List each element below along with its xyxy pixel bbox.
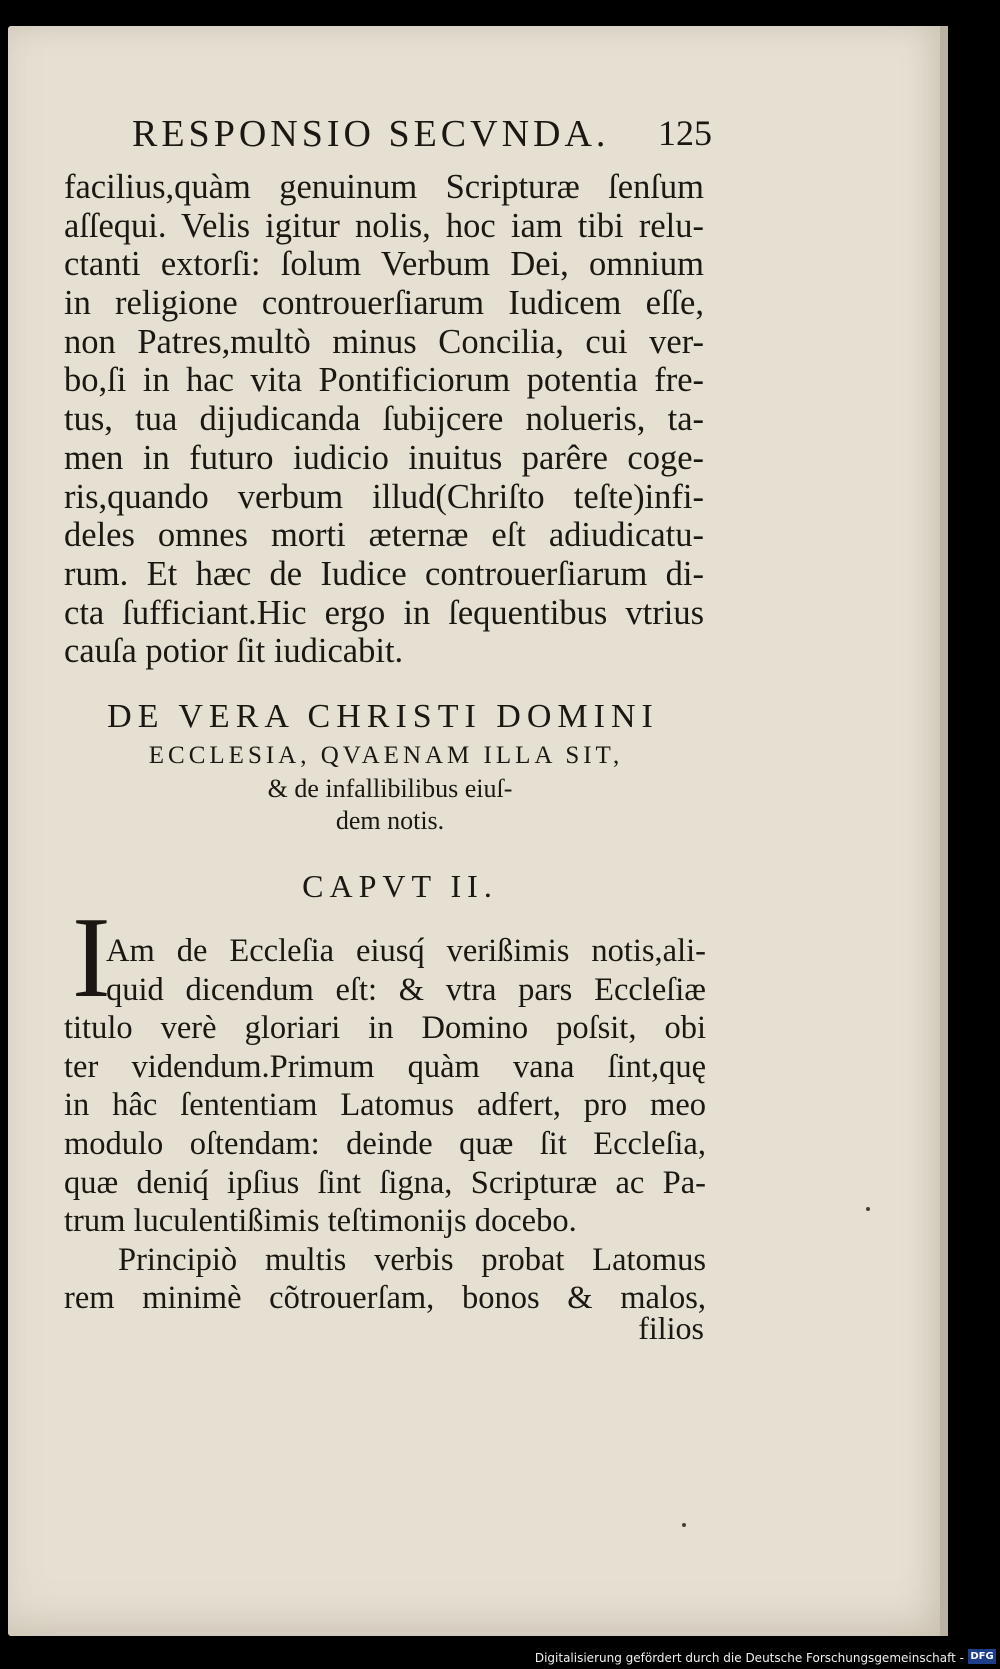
text-line: cta ſufficiant.Hic ergo in ſequentibus vtrius: [64, 593, 704, 632]
section-heading-line2: ECCLESIA, QVAENAM ILLA SIT,: [148, 742, 624, 769]
body-text: [64, 168, 704, 671]
text-line: rum. Et hæc de Iudice controuerſiarum di-: [64, 554, 704, 593]
chapter-title: CAPVT II.: [302, 868, 498, 904]
text-line: in hâc ſententiam Latomus adfert, pro meo: [64, 1087, 706, 1124]
drop-cap: I: [72, 894, 111, 1022]
section-heading-line1: DE VERA CHRISTI DOMINI: [107, 698, 659, 735]
text-line: in religione controuerſiarum Iudicem eſſe,: [64, 284, 704, 323]
section-heading-line4: dem notis.: [335, 806, 445, 835]
text-line: modulo oſtendam: deinde quæ ſit Eccleſia,: [64, 1125, 706, 1162]
catchword: filios: [638, 1310, 704, 1346]
text-line: rem minimè cõtrouerſam, bonos & malos,: [64, 1280, 706, 1317]
digitization-credit: Digitalisierung gefördert durch die Deutsche Forschungsgemeinschaft -: [534, 1651, 964, 1665]
text-line: ter videndum.Primum quàm vana ſint,quę: [64, 1048, 706, 1085]
text-line: facilius,quàm genuinum Scripturæ ſenſum: [64, 168, 704, 206]
paper-spot: [866, 1207, 870, 1211]
text-line: trum luculentißimis teſtimonijs docebo.: [64, 1203, 577, 1240]
chapter-body: [64, 932, 706, 1318]
text-line: ris,quando verbum illud(Chriſto teſte)infi-: [64, 477, 704, 516]
text-line: Am de Eccleſia eiusq́ verißimis notis,ali-: [106, 933, 706, 969]
text-line: aſſequi. Velis igitur nolis, hoc iam tibi relu-: [64, 206, 704, 245]
text-line: quæ deniq́ ipſius ſint ſigna, Scripturæ ac Pa-: [64, 1164, 706, 1201]
page-edge: [940, 26, 948, 1636]
section-heading-line3: & de infallibilibus eiuſ-: [267, 774, 513, 803]
text-line: quid dicendum eſt: & vtra pars Eccleſiæ: [106, 971, 706, 1008]
footer-bar: [0, 1643, 1000, 1669]
text-line: men in futuro iudicio inuitus parêre coge-: [64, 438, 704, 477]
paper-spot: [682, 1523, 686, 1527]
running-head-title: RESPONSIO SECVNDA.: [132, 113, 610, 155]
text-line: titulo verè gloriari in Domino poſsit, obi: [64, 1010, 706, 1047]
running-head: [132, 112, 712, 162]
text-line: non Patres,multò minus Concilia, cui ver-: [64, 322, 704, 361]
text-line: ctanti extorſi: ſolum Verbum Dei, omnium: [64, 245, 704, 284]
text-line: bo,ſi in hac vita Pontificiorum potentia fre-: [64, 361, 704, 400]
text-line: tus, tua dijudicanda ſubijcere nolueris, ta-: [64, 400, 704, 439]
text-line: cauſa potior ſit iudicabit.: [64, 632, 404, 671]
page-number: 125: [658, 113, 712, 153]
text-line: Principiò multis verbis probat Latomus: [118, 1241, 706, 1278]
text-line: deles omnes morti æternæ eſt adiudicatu-: [64, 516, 704, 555]
dfg-logo: DFG: [968, 1649, 996, 1664]
